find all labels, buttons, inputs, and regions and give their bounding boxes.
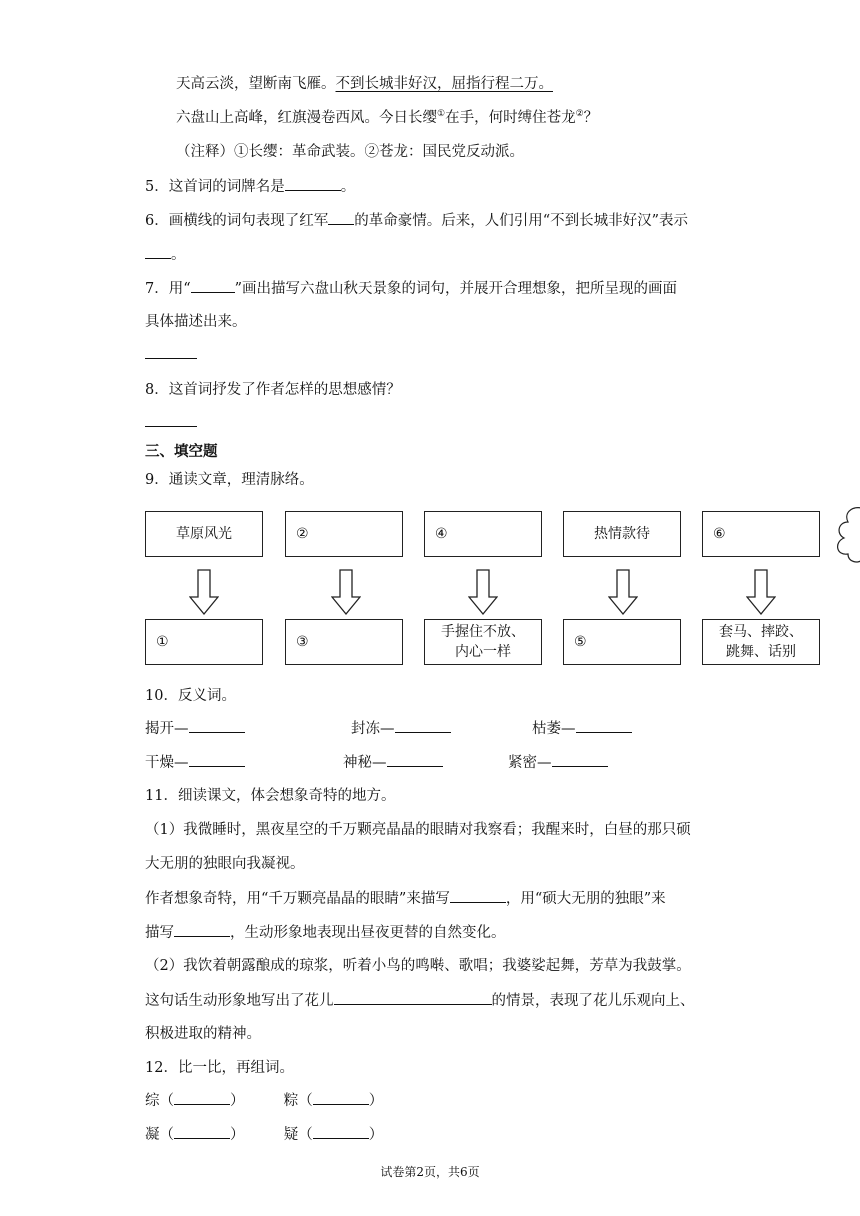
antonym-2: 封冻— bbox=[351, 716, 451, 738]
q11-part2-cont: 积极进取的精神。 bbox=[145, 1026, 261, 1042]
answer-blank[interactable] bbox=[189, 750, 245, 767]
answer-blank[interactable] bbox=[174, 1122, 230, 1139]
answer-blank[interactable] bbox=[313, 1088, 369, 1105]
q11-prompt-3: 这句话生动形象地写出了花儿 的情景，表现了花儿乐观向上、 bbox=[145, 988, 695, 1010]
answer-blank[interactable] bbox=[450, 886, 506, 903]
answer-blank[interactable] bbox=[285, 174, 341, 191]
section-heading: 三、填空题 bbox=[145, 444, 218, 460]
answer-blank[interactable] bbox=[145, 242, 171, 259]
flow-box-top-3: ④ bbox=[424, 511, 542, 557]
flow-box-top-1: 草原风光 bbox=[145, 511, 263, 557]
answer-blank[interactable] bbox=[313, 1122, 369, 1139]
cloud-shape bbox=[832, 500, 860, 570]
flow-box-bottom-1: ① bbox=[145, 619, 263, 665]
down-arrow-icon bbox=[331, 569, 361, 615]
question-7-cont: 具体描述出来。 bbox=[145, 314, 247, 330]
flow-box-bottom-5: 套马、摔跤、 跳舞、话别 bbox=[702, 619, 820, 665]
question-11: 11．细读课文，体会想象奇特的地方。 bbox=[145, 788, 396, 804]
poem-note: （注释）①长缨：革命武装。②苍龙：国民党反动派。 bbox=[176, 144, 524, 160]
question-7: 7．用“ ”画出描写六盘山秋天景象的词句，并展开合理想象，把所呈现的画面 bbox=[145, 276, 677, 298]
flow-box-top-2: ② bbox=[285, 511, 403, 557]
down-arrow-icon bbox=[608, 569, 638, 615]
question-5: 5．这首词的词牌名是 。 bbox=[145, 174, 355, 196]
question-6-cont: 。 bbox=[145, 242, 186, 264]
down-arrow-icon bbox=[746, 569, 776, 615]
compare-row-1: 综（ ） 粽（ ） bbox=[145, 1088, 383, 1110]
answer-blank[interactable] bbox=[387, 750, 443, 767]
down-arrow-icon bbox=[189, 569, 219, 615]
flow-box-bottom-2: ③ bbox=[285, 619, 403, 665]
answer-blank[interactable] bbox=[174, 920, 230, 937]
flow-box-bottom-4: ⑤ bbox=[563, 619, 681, 665]
answer-blank[interactable] bbox=[395, 716, 451, 733]
answer-line[interactable] bbox=[145, 342, 197, 359]
q11-part1-cont: 大无朋的独眼向我凝视。 bbox=[145, 856, 305, 872]
answer-blank[interactable] bbox=[328, 208, 354, 225]
q11-prompt-2: 描写 ，生动形象地表现出昼夜更替的自然变化。 bbox=[145, 920, 506, 942]
poem-line-1: 天高云淡，望断南飞雁。不到长城非好汉，屈指行程二万。 bbox=[176, 76, 553, 92]
question-8: 8．这首词抒发了作者怎样的思想感情？ bbox=[145, 382, 401, 398]
q11-part1: （1）我微睡时，黑夜星空的千万颗亮晶晶的眼睛对我察看；我醒来时，白昼的那只硕 bbox=[145, 822, 691, 838]
question-6: 6．画横线的词句表现了红军 的革命豪情。后来，人们引用“不到长城非好汉”表示 bbox=[145, 208, 688, 230]
antonym-6: 紧密— bbox=[508, 750, 608, 772]
flow-box-top-5: ⑥ bbox=[702, 511, 820, 557]
poem-line-2: 六盘山上高峰，红旗漫卷西风。今日长缨①在手，何时缚住苍龙②？ bbox=[176, 109, 599, 126]
answer-blank[interactable] bbox=[552, 750, 608, 767]
question-9: 9．通读文章，理清脉络。 bbox=[145, 472, 314, 488]
underlined-verse: 不到长城非好汉，屈指行程二万。 bbox=[335, 76, 553, 92]
antonym-4: 干燥— bbox=[145, 750, 245, 772]
down-arrow-icon bbox=[468, 569, 498, 615]
answer-blank[interactable] bbox=[576, 716, 632, 733]
question-12: 12．比一比，再组词。 bbox=[145, 1060, 294, 1076]
antonym-3: 枯萎— bbox=[532, 716, 632, 738]
answer-blank[interactable] bbox=[334, 988, 492, 1005]
answer-blank[interactable] bbox=[189, 716, 245, 733]
answer-blank[interactable] bbox=[174, 1088, 230, 1105]
antonym-5: 神秘— bbox=[343, 750, 443, 772]
antonym-1: 揭开— bbox=[145, 716, 245, 738]
page-footer: 试卷第2页，共6页 bbox=[380, 1165, 480, 1179]
q11-prompt-1: 作者想象奇特，用“千万颗亮晶晶的眼睛”来描写 ，用“硕大无朋的独眼”来 bbox=[145, 886, 666, 908]
flow-box-bottom-3: 手握住不放、 内心一样 bbox=[424, 619, 542, 665]
answer-line[interactable] bbox=[145, 410, 197, 427]
question-10: 10．反义词。 bbox=[145, 688, 236, 704]
flow-box-top-4: 热情款待 bbox=[563, 511, 681, 557]
compare-row-2: 凝（ ） 疑（ ） bbox=[145, 1122, 383, 1144]
q11-part2: （2）我饮着朝露酿成的琼浆，听着小鸟的鸣啭、歌唱；我婆娑起舞，芳草为我鼓掌。 bbox=[145, 958, 691, 974]
